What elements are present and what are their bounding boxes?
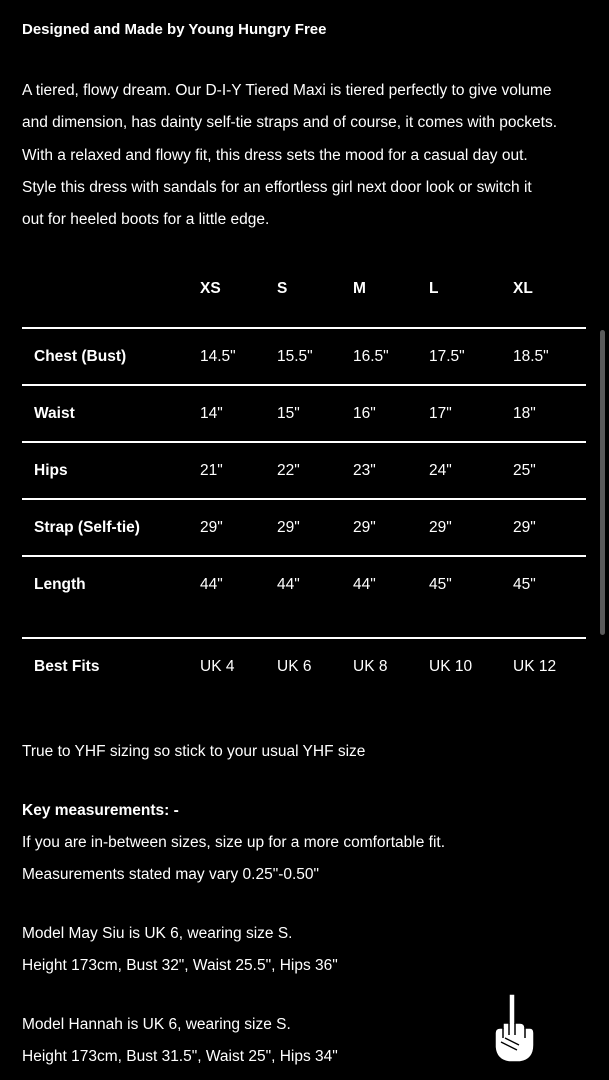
model-info-line: Height 173cm, Bust 31.5", Waist 25", Hips 34" xyxy=(22,1048,338,1065)
table-cell: 14" xyxy=(200,405,223,422)
table-cell: UK 4 xyxy=(200,658,235,675)
table-cell: UK 8 xyxy=(353,658,388,675)
table-cell: 21" xyxy=(200,462,223,479)
table-cell: 25" xyxy=(513,462,536,479)
table-cell: 15.5" xyxy=(277,348,313,365)
row-label: Strap (Self-tie) xyxy=(34,519,140,536)
row-label: Waist xyxy=(34,405,75,422)
table-row-chest xyxy=(22,327,586,384)
description-line: and dimension, has dainty self-tie straps and of course, it comes with pockets. xyxy=(22,114,558,132)
table-row-hips xyxy=(22,441,586,498)
table-cell: 23" xyxy=(353,462,376,479)
table-cell: 45" xyxy=(429,576,452,593)
size-header-xs: XS xyxy=(200,280,221,297)
table-row-length xyxy=(22,555,586,637)
table-cell: 17.5" xyxy=(429,348,465,365)
key-measurements-title: Key measurements: - xyxy=(22,802,179,819)
size-header-m: M xyxy=(353,280,366,297)
table-cell: 29" xyxy=(200,519,223,536)
table-cell: 44" xyxy=(353,576,376,593)
model-info-line: Model May Siu is UK 6, wearing size S. xyxy=(22,925,293,942)
table-cell: 14.5" xyxy=(200,348,236,365)
table-cell: 45" xyxy=(513,576,536,593)
sizing-note: True to YHF sizing so stick to your usual YHF size xyxy=(22,743,366,760)
description-line: A tiered, flowy dream. Our D-I-Y Tiered Maxi is tiered perfectly to give volume xyxy=(22,82,552,99)
table-cell: UK 10 xyxy=(429,658,473,675)
model-info-line: Model Hannah is UK 6, wearing size S. xyxy=(22,1016,291,1033)
row-label: Length xyxy=(34,576,86,593)
table-cell: 15" xyxy=(277,405,300,422)
row-label: Chest (Bust) xyxy=(34,348,127,365)
pointing-hand-icon[interactable] xyxy=(487,990,537,1065)
table-row-best-fits xyxy=(22,637,586,696)
table-cell: 22" xyxy=(277,462,300,479)
table-cell: 17" xyxy=(429,405,452,422)
table-cell: 24" xyxy=(429,462,452,479)
table-cell: 44" xyxy=(200,576,223,593)
description-line: Style this dress with sandals for an effortless girl next door look or switch it xyxy=(22,178,532,196)
description-heading: Designed and Made by Young Hungry Free xyxy=(22,21,327,38)
table-row-strap xyxy=(22,498,586,555)
description-line: With a relaxed and flowy fit, this dress sets the mood for a casual day out. xyxy=(22,146,528,164)
size-header-row xyxy=(22,270,586,327)
table-cell: 44" xyxy=(277,576,300,593)
scrollbar[interactable] xyxy=(600,330,605,635)
table-cell: 16" xyxy=(353,405,376,422)
table-cell: 29" xyxy=(353,519,376,536)
model-info-line: Height 173cm, Bust 32", Waist 25.5", Hips 36" xyxy=(22,957,338,974)
table-cell: 29" xyxy=(513,519,536,536)
size-header-xl: XL xyxy=(513,280,533,297)
table-cell: 29" xyxy=(277,519,300,536)
row-label: Hips xyxy=(34,462,68,479)
product-description xyxy=(22,75,597,236)
size-header-s: S xyxy=(277,280,288,297)
table-cell: 18" xyxy=(513,405,536,422)
table-cell: UK 12 xyxy=(513,658,557,675)
table-cell: 16.5" xyxy=(353,348,389,365)
table-cell: UK 6 xyxy=(277,658,312,675)
table-cell: 29" xyxy=(429,519,452,536)
size-chart-table xyxy=(22,270,586,696)
description-line: out for heeled boots for a little edge. xyxy=(22,211,270,229)
table-row-waist xyxy=(22,384,586,441)
key-measurement-line: If you are in-between sizes, size up for a more comfortable fit. xyxy=(22,834,445,851)
key-measurement-line: Measurements stated may vary 0.25"-0.50" xyxy=(22,866,320,883)
table-cell: 18.5" xyxy=(513,348,549,365)
size-header-l: L xyxy=(429,280,439,297)
row-label: Best Fits xyxy=(34,658,100,675)
